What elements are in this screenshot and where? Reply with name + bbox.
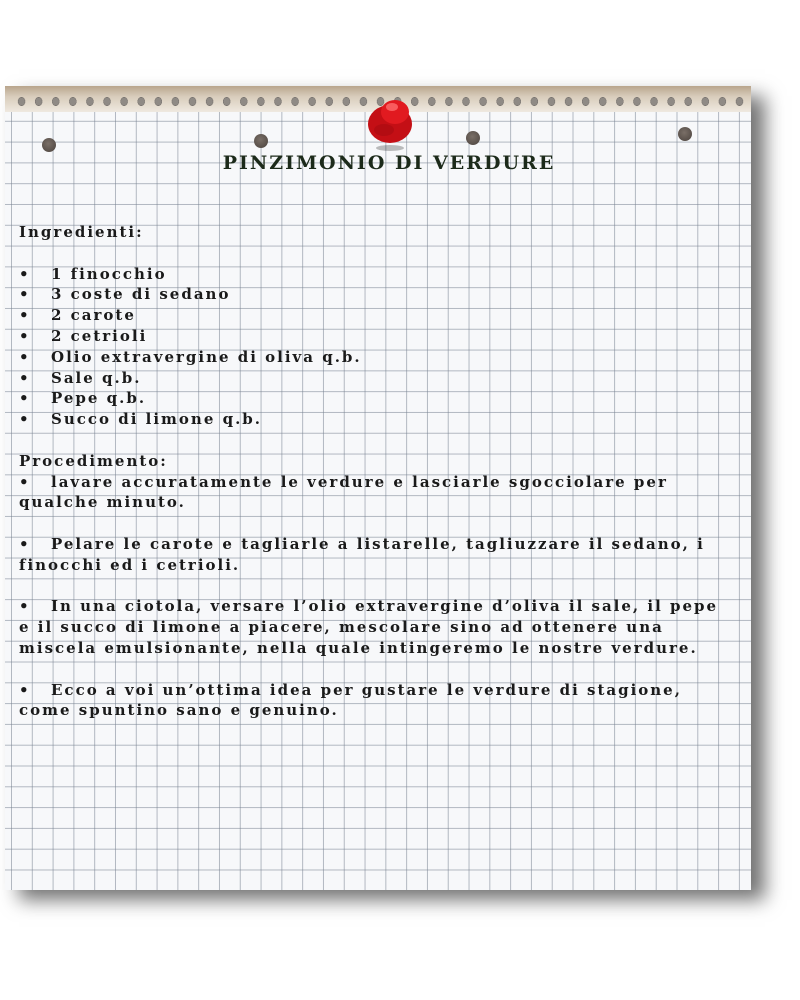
procedure-step <box>19 596 734 658</box>
ingredient-text: Sale q.b. <box>51 368 142 387</box>
ingredients-heading: Ingredienti: <box>19 223 144 241</box>
list-item <box>19 388 734 409</box>
procedure-heading: Procedimento: <box>19 451 168 470</box>
punch-hole <box>42 138 56 152</box>
ingredient-text: Olio extravergine di oliva q.b. <box>51 347 362 366</box>
bullet: • <box>19 680 29 699</box>
bullet: • <box>19 389 29 408</box>
list-item <box>19 284 734 305</box>
procedure-step <box>19 472 734 514</box>
bullet: • <box>19 326 29 345</box>
bullet: • <box>19 597 29 616</box>
ingredient-text: 3 coste di sedano <box>51 285 231 304</box>
ingredient-text: 1 finocchio <box>51 264 167 283</box>
bullet: • <box>19 285 29 304</box>
recipe-title: PINZIMONIO DI VERDURE <box>222 152 556 174</box>
ingredient-text: Succo di limone q.b. <box>51 410 263 429</box>
recipe-content <box>19 222 734 721</box>
bullet: • <box>19 368 29 387</box>
list-item <box>19 368 734 389</box>
list-item <box>19 409 734 430</box>
list-item <box>19 264 734 285</box>
bullet: • <box>19 472 29 491</box>
bullet: • <box>19 347 29 366</box>
bullet: • <box>19 410 29 429</box>
ingredient-text: 2 cetrioli <box>51 326 148 345</box>
step-text: Ecco a voi un’ottima idea per gustare le verdure di stagione, come spuntino sano e genuino. <box>19 680 682 720</box>
bullet: • <box>19 264 29 283</box>
punch-hole <box>466 131 480 145</box>
list-item <box>19 305 734 326</box>
step-text: Pelare le carote e tagliarle a listarelle, tagliuzzare il sedano, i finocchi ed i cetrioli. <box>19 534 705 574</box>
ingredient-text: Pepe q.b. <box>51 389 147 408</box>
push-pin-icon <box>362 96 422 152</box>
ingredients-list <box>19 264 734 430</box>
step-text: lavare accuratamente le verdure e lasciarle sgocciolare per qualche minuto. <box>19 472 668 512</box>
list-item <box>19 347 734 368</box>
bullet: • <box>19 534 29 553</box>
punch-hole <box>678 127 692 141</box>
bullet: • <box>19 306 29 325</box>
ingredient-text: 2 carote <box>51 306 136 325</box>
list-item <box>19 326 734 347</box>
procedure-step <box>19 680 734 722</box>
procedure-step <box>19 534 734 576</box>
step-text: In una ciotola, versare l’olio extravergine d’oliva il sale, il pepe e il succo di limone a piacere, mescolare sino ad ottenere una miscela emulsionante, nella quale intingeremo le nostre verdure. <box>19 597 719 657</box>
punch-hole <box>254 134 268 148</box>
